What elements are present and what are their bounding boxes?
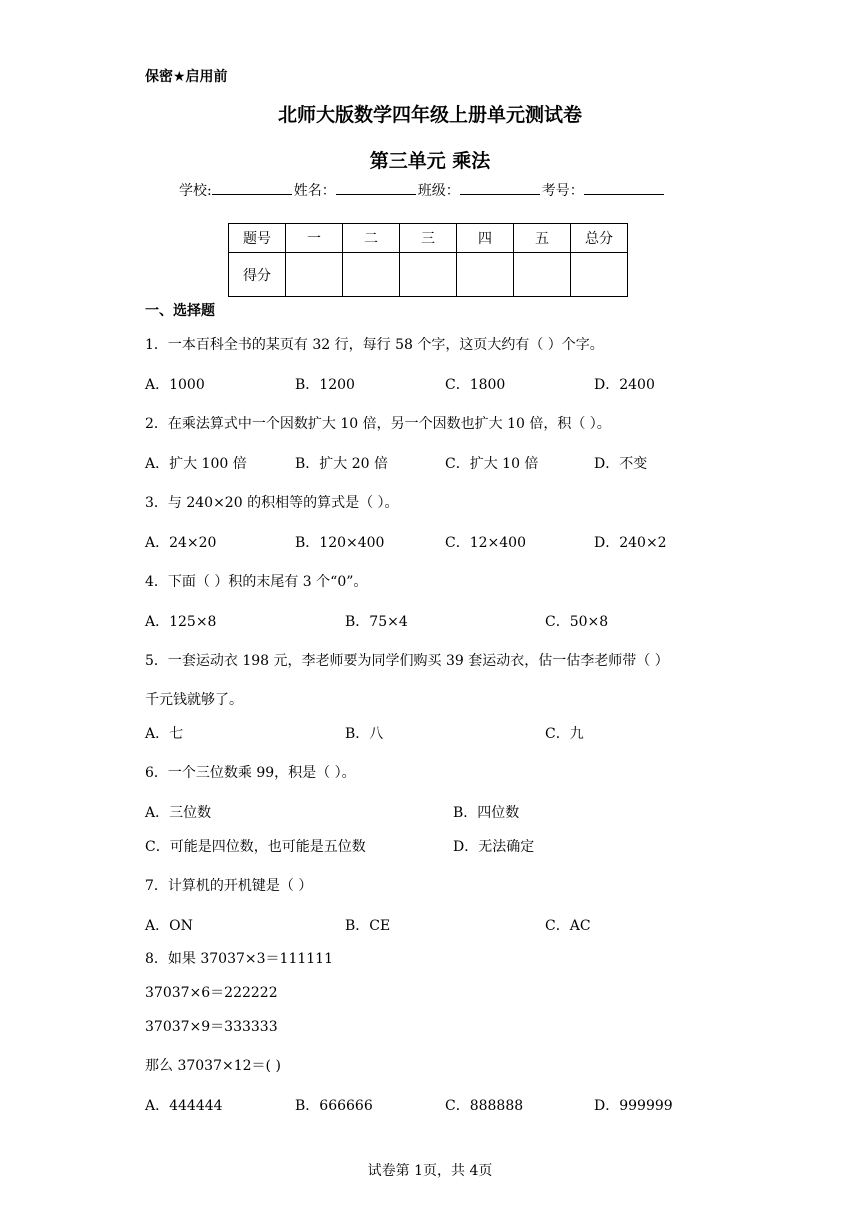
- q4-option-a: A．125×8: [145, 614, 217, 630]
- question-3: 3．与 240×20 的积相等的算式是（ ）。: [145, 495, 399, 511]
- table-cell: 五: [514, 224, 571, 253]
- q7-option-c: C．AC: [545, 918, 591, 934]
- q8-option-a: A．444444: [145, 1098, 223, 1114]
- question-7: 7．计算机的开机键是（ ）: [145, 878, 313, 894]
- class-blank[interactable]: [460, 180, 540, 195]
- q3-option-d: D．240×2: [594, 535, 667, 551]
- class-label: 班级：: [417, 183, 460, 199]
- student-info-row: [179, 180, 666, 200]
- q1-option-d: D．2400: [594, 377, 655, 393]
- q7-option-b: B．CE: [345, 918, 391, 934]
- q2-option-c: C．扩大 10 倍: [445, 456, 539, 472]
- q1-option-c: C．1800: [445, 377, 506, 393]
- exam-no-blank[interactable]: [584, 180, 664, 195]
- table-cell: 题号: [229, 224, 286, 253]
- section-title: 一、选择题: [145, 303, 215, 319]
- q1-option-a: A．1000: [145, 377, 205, 393]
- school-blank[interactable]: [212, 180, 292, 195]
- name-blank[interactable]: [336, 180, 416, 195]
- table-cell: 四: [457, 224, 514, 253]
- q8-option-d: D．999999: [594, 1098, 673, 1114]
- table-cell: 一: [286, 224, 343, 253]
- question-4: 4．下面（ ）积的末尾有 3 个“0”。: [145, 574, 368, 590]
- q2-option-d: D．不变: [594, 456, 648, 472]
- score-cell[interactable]: [400, 253, 457, 297]
- table-cell: 总分: [571, 224, 628, 253]
- question-8: 8．如果 37037×3＝111111: [145, 951, 333, 967]
- q2-option-a: A．扩大 100 倍: [145, 456, 247, 472]
- question-8-line-2: 37037×6＝222222: [145, 985, 278, 1001]
- q6-option-b: B．四位数: [453, 805, 520, 821]
- q6-option-a: A．三位数: [145, 805, 212, 821]
- q6-option-d: D．无法确定: [453, 839, 535, 855]
- score-cell[interactable]: [571, 253, 628, 297]
- q4-option-b: B．75×4: [345, 614, 408, 630]
- score-cell[interactable]: [457, 253, 514, 297]
- confidential-label: 保密★启用前: [145, 69, 228, 85]
- table-cell: 三: [400, 224, 457, 253]
- table-cell: 得分: [229, 253, 286, 297]
- exam-title: 北师大版数学四年级上册单元测试卷: [277, 104, 582, 126]
- q7-option-a: A．ON: [145, 918, 193, 934]
- exam-no-label: 考号：: [541, 183, 584, 199]
- name-label: 姓名：: [293, 183, 336, 199]
- question-8-line-4: 那么 37037×12＝( ): [145, 1058, 281, 1074]
- q4-option-c: C．50×8: [545, 614, 609, 630]
- score-cell[interactable]: [343, 253, 400, 297]
- unit-subtitle: 第三单元 乘法: [369, 150, 491, 172]
- question-1: 1．一本百科全书的某页有 32 行，每行 58 个字，这页大约有（ ）个字。: [145, 337, 604, 353]
- q5-option-a: A．七: [145, 726, 184, 742]
- page-footer: 试卷第 1页，共 4页: [367, 1163, 493, 1179]
- table-row: [229, 224, 628, 253]
- q2-option-b: B．扩大 20 倍: [295, 456, 389, 472]
- school-label: 学校:: [179, 183, 212, 199]
- q8-option-b: B．666666: [295, 1098, 373, 1114]
- question-6: 6．一个三位数乘 99，积是（ ）。: [145, 765, 356, 781]
- q5-option-b: B．八: [345, 726, 384, 742]
- q3-option-a: A．24×20: [145, 535, 217, 551]
- q5-option-c: C．九: [545, 726, 584, 742]
- question-5: 5．一套运动衣 198 元，李老师要为同学们购买 39 套运动衣，估一估李老师带（ ）: [145, 653, 669, 669]
- score-table: [228, 223, 628, 297]
- q8-option-c: C．888888: [445, 1098, 524, 1114]
- score-cell[interactable]: [286, 253, 343, 297]
- table-row: [229, 253, 628, 297]
- score-cell[interactable]: [514, 253, 571, 297]
- question-8-line-3: 37037×9＝333333: [145, 1019, 278, 1035]
- question-2: 2．在乘法算式中一个因数扩大 10 倍，另一个因数也扩大 10 倍，积（ ）。: [145, 416, 611, 432]
- table-cell: 二: [343, 224, 400, 253]
- q6-option-c: C．可能是四位数，也可能是五位数: [145, 839, 366, 855]
- question-5-continued: 千元钱就够了。: [145, 692, 243, 708]
- q3-option-b: B．120×400: [295, 535, 385, 551]
- q1-option-b: B．1200: [295, 377, 355, 393]
- q3-option-c: C．12×400: [445, 535, 526, 551]
